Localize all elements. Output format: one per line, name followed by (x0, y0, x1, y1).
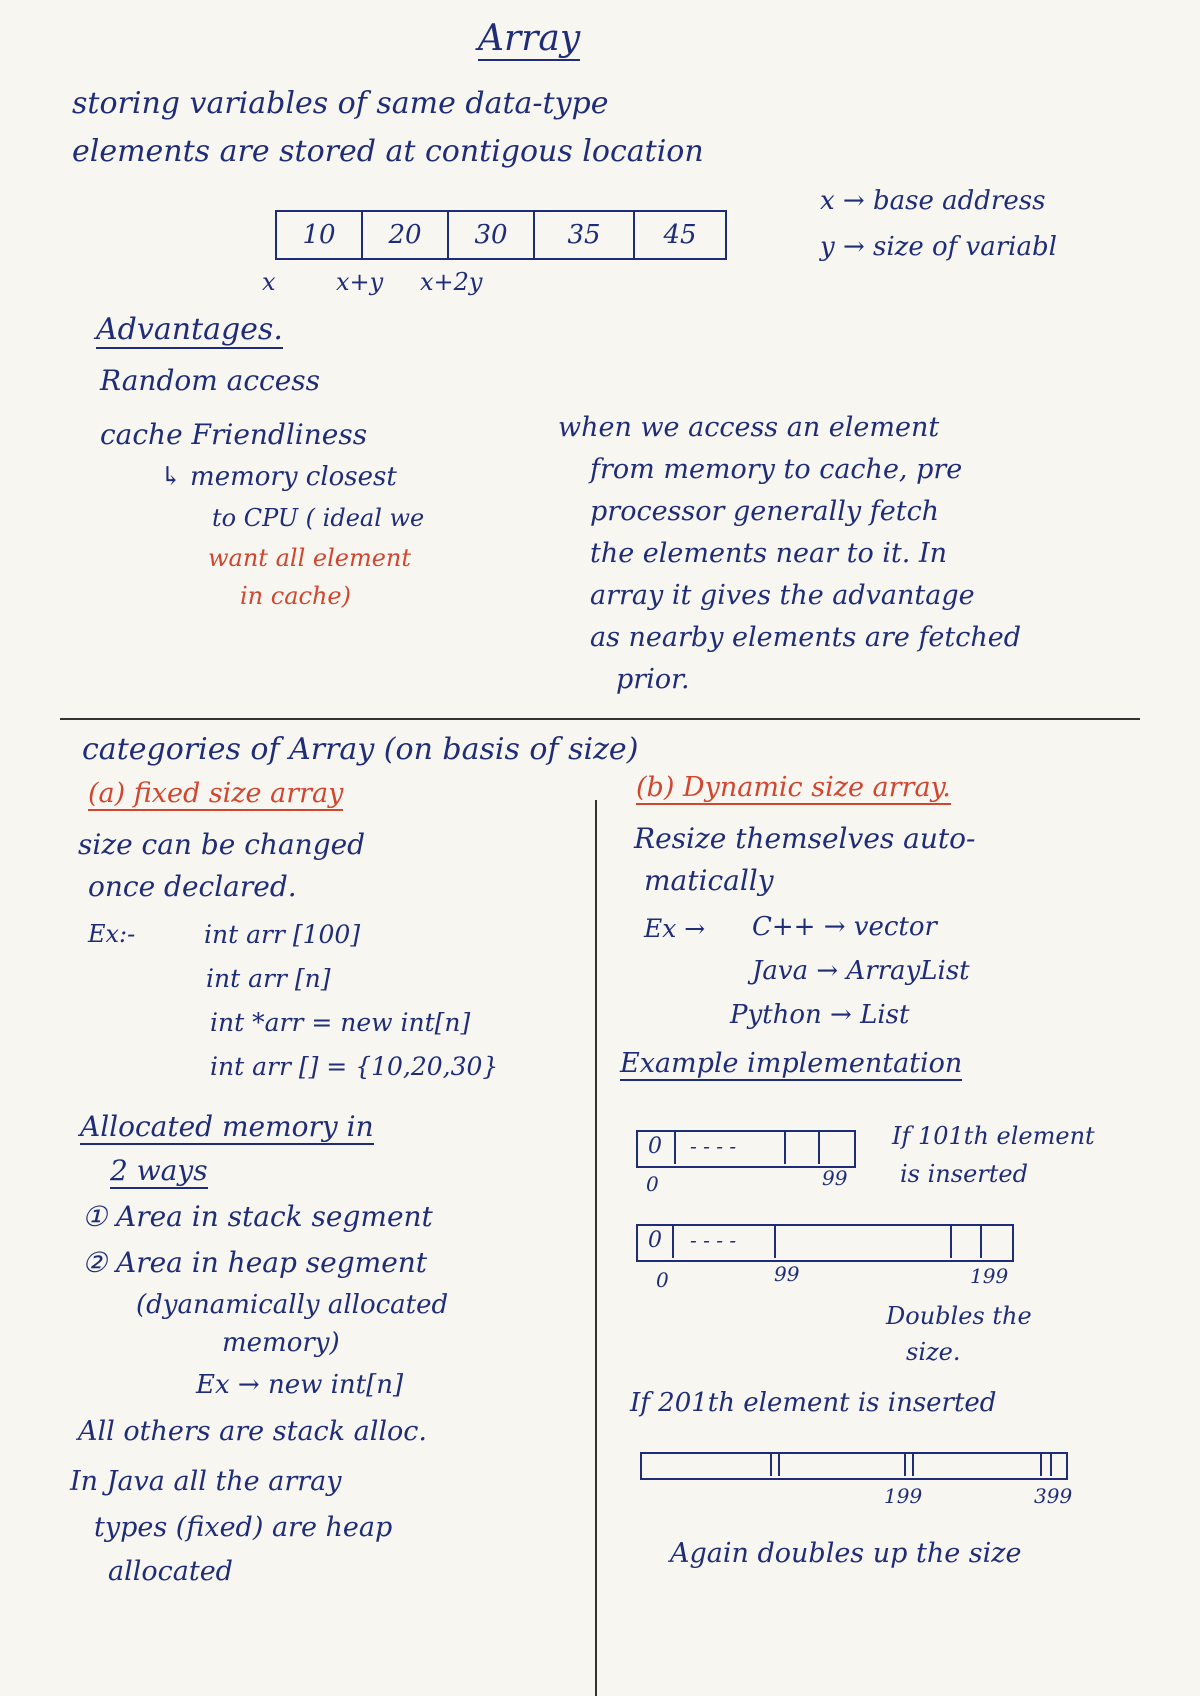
code-line: int *arr = new int[n] (210, 1008, 471, 1037)
cell-divider (818, 1130, 820, 1164)
address-label: x+2y (420, 268, 483, 296)
dynamic-ex-label: Ex → (644, 914, 706, 943)
fixed-size-heading: (a) fixed size array (88, 778, 344, 809)
cell-divider (778, 1452, 780, 1476)
alloc-way: ① Area in stack segment (82, 1200, 433, 1233)
java-note: In Java all the array (70, 1466, 342, 1497)
cell-divider (672, 1224, 674, 1258)
address-label: x+y (336, 268, 384, 296)
cache-explanation: when we access an element (558, 412, 940, 443)
doubles-note: Doubles the (886, 1302, 1032, 1330)
advantage-sub: ↳ memory closest (160, 462, 397, 492)
array-cell: 35 (535, 212, 635, 258)
array-cell: 30 (449, 212, 535, 258)
box-first-value: 0 (648, 1228, 662, 1253)
section-divider (60, 718, 1140, 720)
code-line: int arr [n] (206, 964, 331, 993)
cell-divider (774, 1224, 776, 1258)
box-dots: - - - - (690, 1228, 737, 1252)
index-label: 399 (1034, 1484, 1073, 1508)
cell-divider (1040, 1452, 1042, 1476)
box-dots: - - - - (690, 1134, 737, 1158)
cache-explanation: the elements near to it. In (590, 538, 947, 569)
index-label: 0 (646, 1172, 659, 1196)
doubles-note: size. (906, 1338, 961, 1366)
column-divider (595, 800, 597, 1696)
index-label: 99 (774, 1262, 800, 1286)
index-label: 0 (656, 1268, 669, 1292)
dynamic-desc: matically (644, 864, 774, 897)
dynamic-desc: Resize themselves auto- (634, 822, 976, 855)
insert-note: is inserted (900, 1160, 1028, 1188)
advantage-item: cache Friendliness (100, 418, 368, 451)
cell-divider (1050, 1452, 1052, 1476)
fixed-desc: once declared. (88, 870, 297, 903)
insert-note: If 101th element (892, 1122, 1095, 1150)
java-note: types (fixed) are heap (94, 1512, 393, 1543)
cache-explanation: prior. (616, 664, 690, 695)
alloc-way-note: memory) (222, 1328, 340, 1358)
advantages-heading: Advantages. (96, 312, 283, 347)
cell-divider (674, 1130, 676, 1164)
cell-divider (770, 1452, 772, 1476)
implementation-heading: Example implementation (620, 1048, 963, 1079)
dynamic-example: Java → ArrayList (752, 956, 970, 986)
index-label: 199 (884, 1484, 923, 1508)
advantage-note: want all element (208, 544, 412, 572)
advantage-note: in cache) (240, 582, 351, 610)
alloc-way: ② Area in heap segment (82, 1246, 428, 1279)
address-label: x (262, 268, 276, 296)
intro-line-1: storing variables of same data-type (72, 86, 609, 121)
alloc-way-example: Ex → new int[n] (196, 1370, 404, 1400)
alloc-heading: Allocated memory in (80, 1110, 374, 1143)
page-title: Array (478, 18, 581, 59)
legend-y: y → size of variabl (820, 232, 1057, 262)
cell-divider (912, 1452, 914, 1476)
index-label: 99 (822, 1166, 848, 1190)
intro-line-2: elements are stored at contigous location (72, 134, 704, 169)
cell-divider (904, 1452, 906, 1476)
index-label: 199 (970, 1264, 1009, 1288)
cell-divider (784, 1130, 786, 1164)
fixed-desc: size can be changed (78, 828, 366, 861)
java-note: allocated (108, 1556, 233, 1587)
categories-heading: categories of Array (on basis of size) (82, 732, 639, 767)
cell-divider (980, 1224, 982, 1258)
advantage-item: Random access (100, 364, 321, 397)
alloc-heading: 2 ways (110, 1154, 208, 1187)
array-cell: 45 (663, 220, 697, 250)
array-box-100 (636, 1130, 856, 1168)
again-doubles-note: Again doubles up the size (670, 1538, 1022, 1569)
stack-alloc-note: All others are stack alloc. (78, 1416, 427, 1447)
code-line: int arr [100] (204, 920, 361, 949)
alloc-way-note: (dyanamically allocated (136, 1290, 449, 1320)
advantage-sub: to CPU ( ideal we (212, 504, 425, 532)
legend-x: x → base address (820, 186, 1046, 216)
box-first-value: 0 (648, 1134, 662, 1159)
array-box-400 (640, 1452, 1068, 1480)
array-demo (275, 210, 727, 260)
fixed-ex-label: Ex:- (88, 920, 136, 948)
dynamic-example: Python → List (730, 1000, 910, 1030)
dynamic-size-heading: (b) Dynamic size array. (636, 772, 951, 803)
code-line: int arr [] = {10,20,30} (210, 1052, 499, 1081)
cache-explanation: processor generally fetch (590, 496, 940, 527)
cache-explanation: array it gives the advantage (590, 580, 975, 611)
cache-explanation: from memory to cache, pre (590, 454, 963, 485)
dynamic-example: C++ → vector (752, 912, 937, 942)
array-cell: 10 (277, 212, 363, 258)
cache-explanation: as nearby elements are fetched (590, 622, 1022, 653)
insert-note: If 201th element is inserted (630, 1388, 997, 1418)
array-cell: 20 (363, 212, 449, 258)
cell-divider (950, 1224, 952, 1258)
